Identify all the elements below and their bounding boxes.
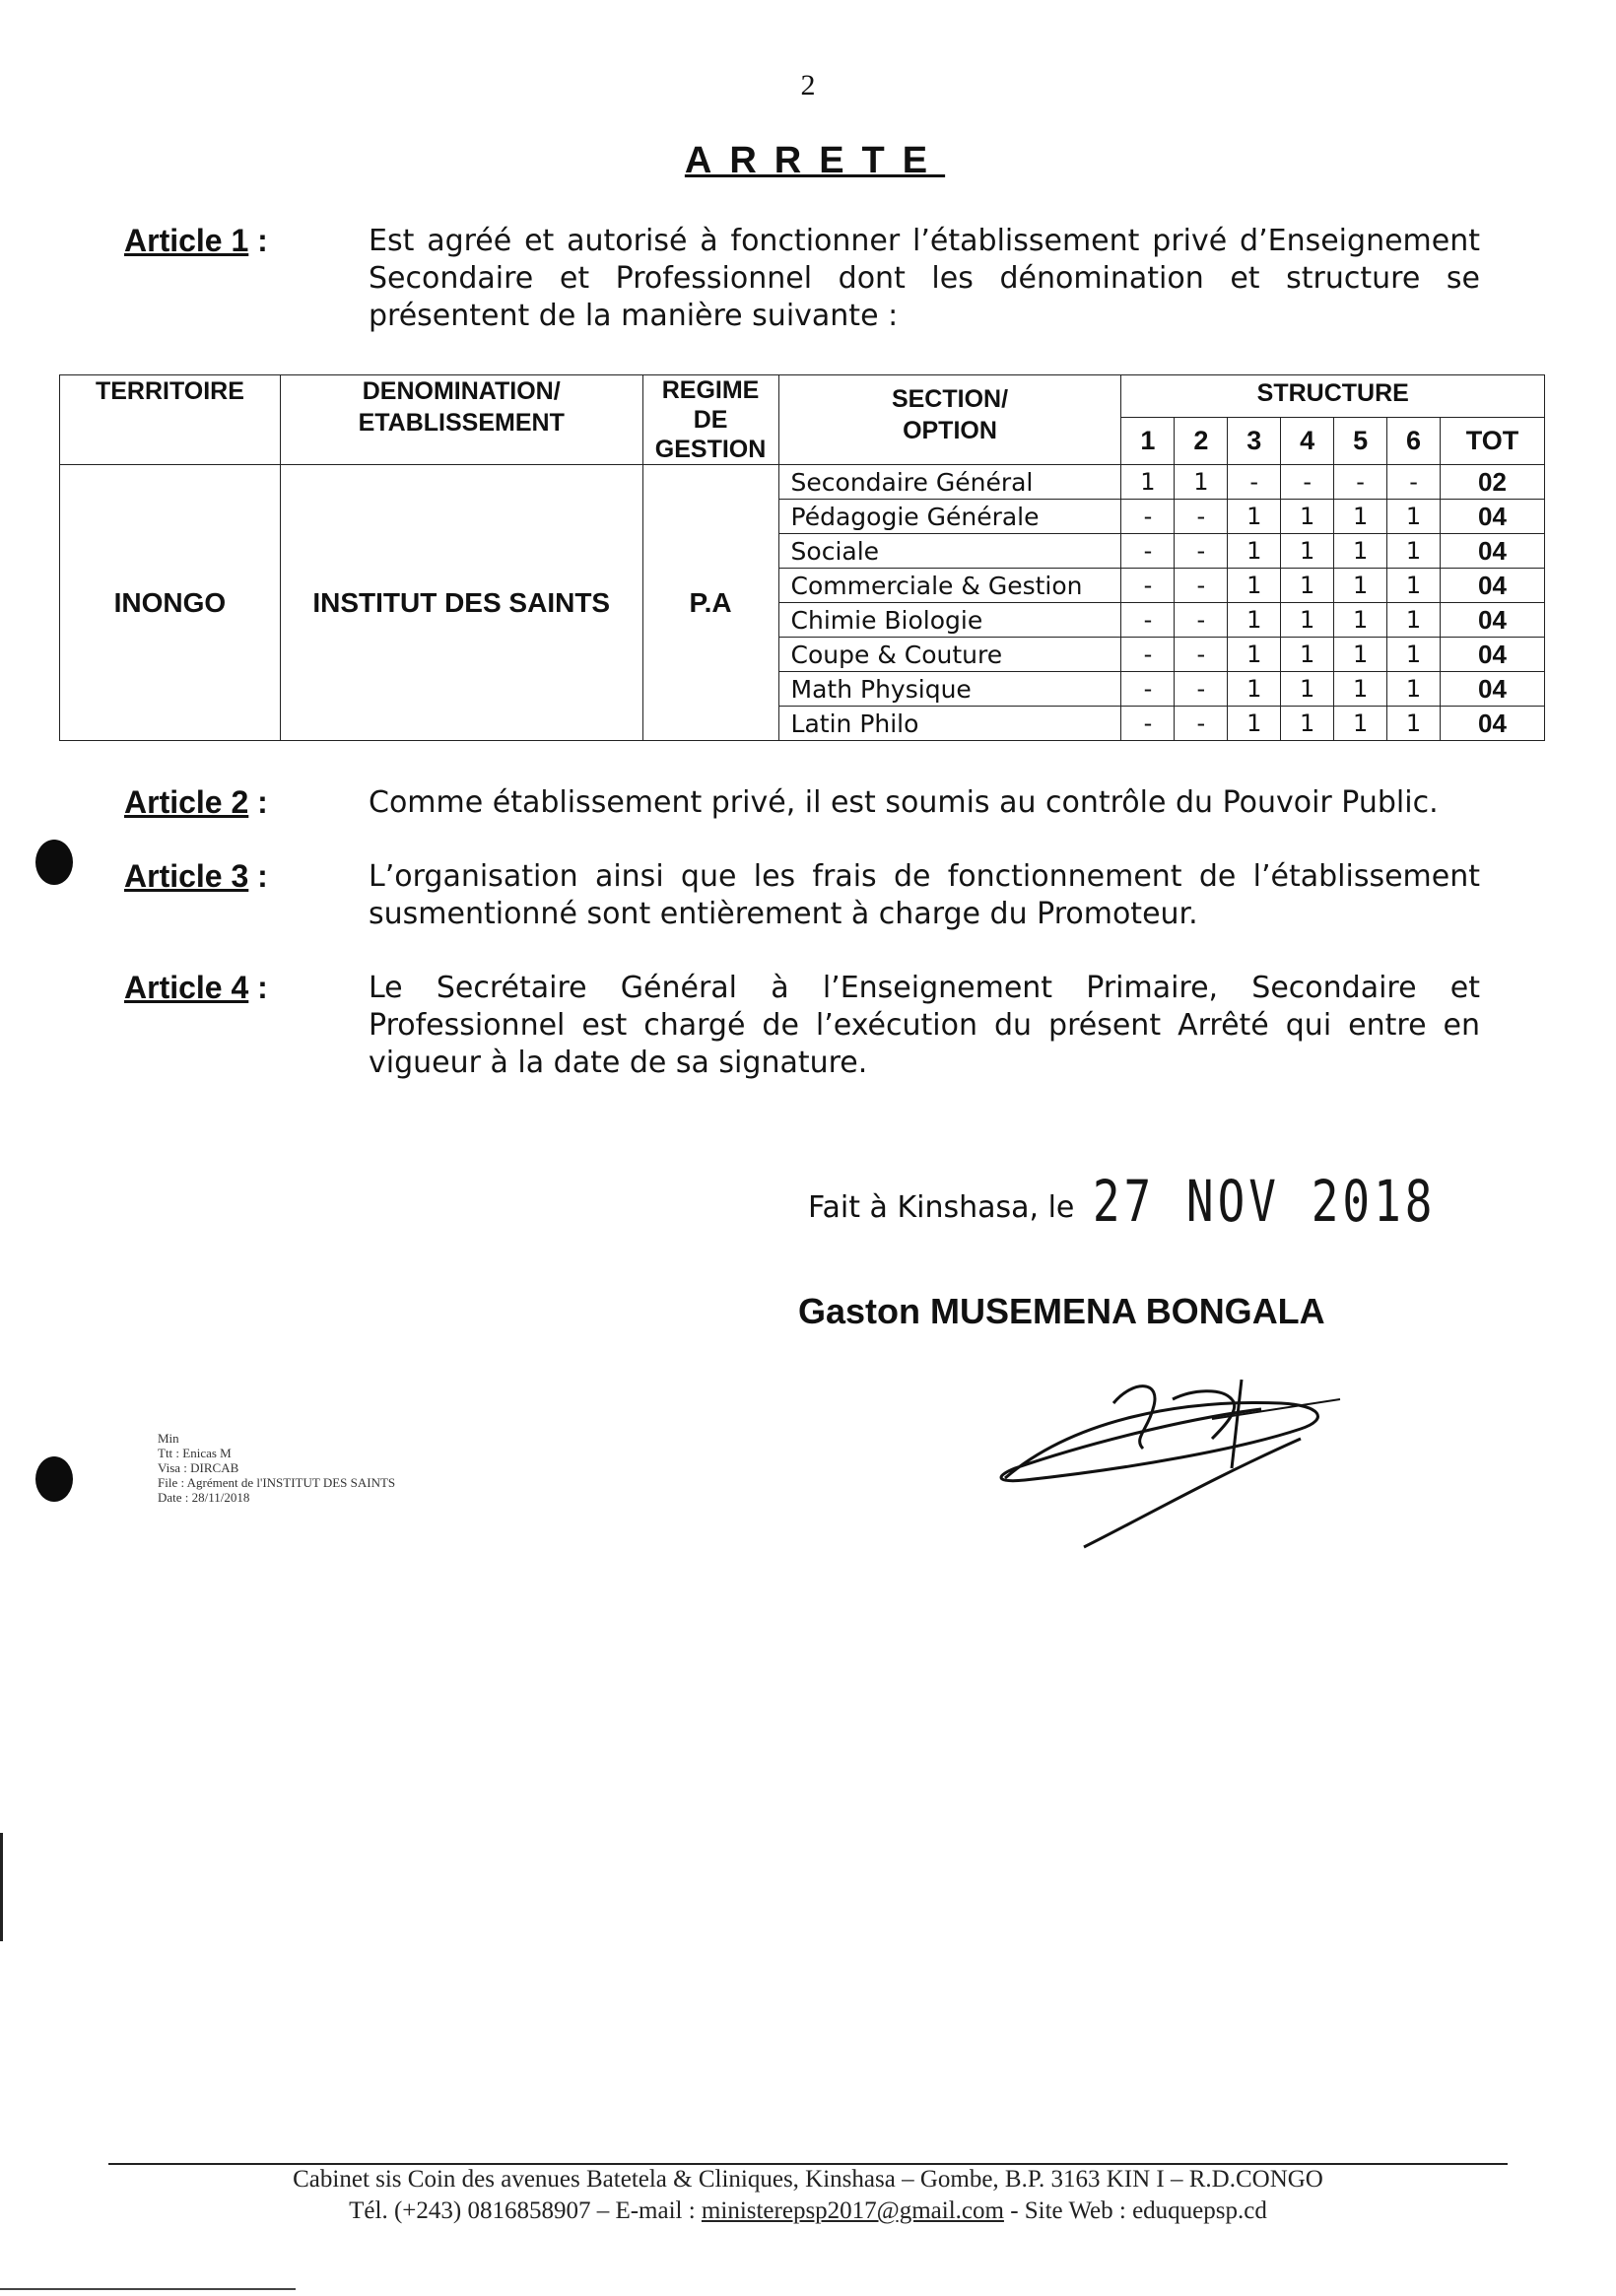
- article-2-label: [124, 784, 268, 821]
- structure-table: [59, 374, 1545, 741]
- cell-value: 1: [1228, 569, 1281, 603]
- cell-value: 1: [1228, 500, 1281, 534]
- cell-value: -: [1121, 603, 1175, 638]
- header-regime-line1: REGIME: [661, 376, 760, 404]
- cell-etablissement: INSTITUT DES SAINTS: [280, 465, 642, 741]
- cell-total: 02: [1440, 465, 1544, 500]
- header-territoire-text: TERRITOIRE: [95, 377, 244, 405]
- cell-value: -: [1175, 707, 1228, 741]
- footer-email-link[interactable]: ministerepsp2017@gmail.com: [701, 2197, 1004, 2224]
- cell-value: 1: [1281, 500, 1334, 534]
- footer-tel: Tél. (+243) 0816858907 – E-mail :: [349, 2197, 702, 2224]
- header-col-2: 2: [1175, 418, 1228, 465]
- reference-line: Ttt : Enicas M: [158, 1446, 232, 1460]
- cell-value: -: [1281, 465, 1334, 500]
- document-heading: ARRETE: [684, 140, 946, 181]
- article-1-label: [124, 223, 268, 259]
- signature-place: Fait à Kinshasa, le: [808, 1190, 1075, 1225]
- cell-option: Coupe & Couture: [778, 638, 1121, 672]
- header-col-5: 5: [1334, 418, 1387, 465]
- cell-value: 1: [1387, 672, 1441, 707]
- cell-value: -: [1175, 638, 1228, 672]
- header-col-6: 6: [1387, 418, 1441, 465]
- reference-line: Visa : DIRCAB: [158, 1460, 239, 1475]
- header-col-1: 1: [1121, 418, 1175, 465]
- header-regime-line2: DE: [693, 406, 728, 434]
- cell-option: Commerciale & Gestion: [778, 569, 1121, 603]
- header-section: [778, 375, 1121, 465]
- cell-value: -: [1228, 465, 1281, 500]
- cell-option: Pédagogie Générale: [778, 500, 1121, 534]
- header-structure-text: STRUCTURE: [1256, 379, 1409, 407]
- footer-address: Cabinet sis Coin des avenues Batetela & Cliniques, Kinshasa – Gombe, B.P. 3163 KIN I – R.D.CONGO: [293, 2166, 1323, 2193]
- footer-site: - Site Web : eduquepsp.cd: [1003, 2197, 1267, 2224]
- cell-value: 1: [1175, 465, 1228, 500]
- cell-value: 1: [1281, 534, 1334, 569]
- cell-option: Latin Philo: [778, 707, 1121, 741]
- cell-territoire: INONGO: [60, 465, 281, 741]
- article-4-label: [124, 970, 268, 1006]
- cell-total: 04: [1440, 500, 1544, 534]
- cell-value: 1: [1334, 569, 1387, 603]
- cell-total: 04: [1440, 672, 1544, 707]
- article-3-colon: :: [257, 858, 268, 894]
- reference-notes: [158, 1431, 395, 1505]
- cell-value: -: [1175, 672, 1228, 707]
- cell-total: 04: [1440, 534, 1544, 569]
- table-row: [60, 465, 1545, 500]
- cell-value: -: [1175, 569, 1228, 603]
- cell-total: 04: [1440, 569, 1544, 603]
- cell-value: -: [1387, 465, 1441, 500]
- reference-line: File : Agrément de l'INSTITUT DES SAINTS: [158, 1475, 396, 1490]
- article-1-label-text: Article 1: [124, 223, 249, 258]
- cell-value: -: [1334, 465, 1387, 500]
- header-col-4: 4: [1281, 418, 1334, 465]
- cell-value: 1: [1281, 672, 1334, 707]
- cell-option: Secondaire Général: [778, 465, 1121, 500]
- cell-value: 1: [1334, 603, 1387, 638]
- header-regime-line3: GESTION: [654, 436, 767, 463]
- header-denomination: [280, 375, 642, 465]
- cell-value: -: [1121, 672, 1175, 707]
- cell-total: 04: [1440, 638, 1544, 672]
- cell-value: 1: [1228, 534, 1281, 569]
- article-4-label-text: Article 4: [124, 970, 249, 1005]
- header-regime: [642, 375, 778, 465]
- signature-date-line: [808, 1168, 1437, 1235]
- article-3-label: [124, 858, 268, 895]
- cell-value: -: [1121, 638, 1175, 672]
- cell-value: 1: [1281, 707, 1334, 741]
- cell-value: 1: [1281, 569, 1334, 603]
- article-2-label-text: Article 2: [124, 784, 249, 820]
- signature-date-stamp: 27 NOV 2018: [1092, 1168, 1437, 1235]
- header-col-3: 3: [1228, 418, 1281, 465]
- cell-value: 1: [1281, 603, 1334, 638]
- reference-line: Date : 28/11/2018: [158, 1490, 250, 1505]
- cell-value: 1: [1228, 638, 1281, 672]
- article-1-colon: :: [257, 223, 268, 258]
- cell-value: 1: [1387, 707, 1441, 741]
- scan-edge-mark: [0, 1833, 3, 1941]
- header-col-tot: TOT: [1440, 418, 1544, 465]
- article-1-text: Est agréé et autorisé à fonctionner l’établissement privé d’Enseignement Secondaire et Professionnel dont les dénomination et structure se présentent de la manière suivante :: [369, 224, 1480, 333]
- cell-value: -: [1121, 500, 1175, 534]
- cell-value: -: [1121, 707, 1175, 741]
- cell-option: Chimie Biologie: [778, 603, 1121, 638]
- cell-regime: P.A: [642, 465, 778, 741]
- cell-value: 1: [1387, 569, 1441, 603]
- header-territoire: [60, 375, 281, 465]
- header-section-line2: OPTION: [903, 417, 997, 444]
- cell-value: 1: [1387, 534, 1441, 569]
- article-4-text: Le Secrétaire Général à l’Enseignement Primaire, Secondaire et Professionnel est chargé de l’exécution du présent Arrêté qui entre en vigueur à la date de sa signature.: [369, 971, 1480, 1080]
- cell-value: -: [1175, 603, 1228, 638]
- table-header-row: [60, 375, 1545, 418]
- cell-total: 04: [1440, 707, 1544, 741]
- cell-value: 1: [1387, 603, 1441, 638]
- header-denomination-line2: ETABLISSEMENT: [358, 409, 565, 437]
- cell-value: 1: [1228, 603, 1281, 638]
- article-2-text: Comme établissement privé, il est soumis au contrôle du Pouvoir Public.: [369, 785, 1439, 820]
- page-number: 2: [800, 69, 816, 101]
- cell-value: 1: [1334, 707, 1387, 741]
- header-denomination-line1: DENOMINATION/: [362, 377, 561, 405]
- cell-value: 1: [1121, 465, 1175, 500]
- cell-value: 1: [1228, 672, 1281, 707]
- cell-value: -: [1121, 569, 1175, 603]
- reference-line: Min: [158, 1431, 179, 1446]
- cell-option: Math Physique: [778, 672, 1121, 707]
- cell-value: 1: [1387, 638, 1441, 672]
- cell-value: 1: [1334, 534, 1387, 569]
- article-4-colon: :: [257, 970, 268, 1005]
- article-3-label-text: Article 3: [124, 858, 249, 894]
- punch-hole-icon: [35, 840, 73, 885]
- footer-contact: [0, 2195, 1616, 2227]
- header-section-line1: SECTION/: [891, 385, 1009, 413]
- cell-value: 1: [1334, 672, 1387, 707]
- header-structure: [1121, 375, 1545, 418]
- bottom-edge-line: [0, 2288, 296, 2290]
- cell-value: 1: [1281, 638, 1334, 672]
- cell-value: -: [1175, 500, 1228, 534]
- cell-value: 1: [1334, 638, 1387, 672]
- cell-value: 1: [1334, 500, 1387, 534]
- cell-total: 04: [1440, 603, 1544, 638]
- signature-icon: [985, 1360, 1380, 1567]
- article-2-colon: :: [257, 784, 268, 820]
- cell-option: Sociale: [778, 534, 1121, 569]
- cell-value: -: [1121, 534, 1175, 569]
- punch-hole-icon: [35, 1456, 73, 1502]
- article-3-text: L’organisation ainsi que les frais de fonctionnement de l’établissement susmentionné sont entièrement à charge du Promoteur.: [369, 859, 1480, 931]
- cell-value: 1: [1228, 707, 1281, 741]
- cell-value: 1: [1387, 500, 1441, 534]
- signer-name: Gaston MUSEMENA BONGALA: [798, 1291, 1325, 1331]
- cell-value: -: [1175, 534, 1228, 569]
